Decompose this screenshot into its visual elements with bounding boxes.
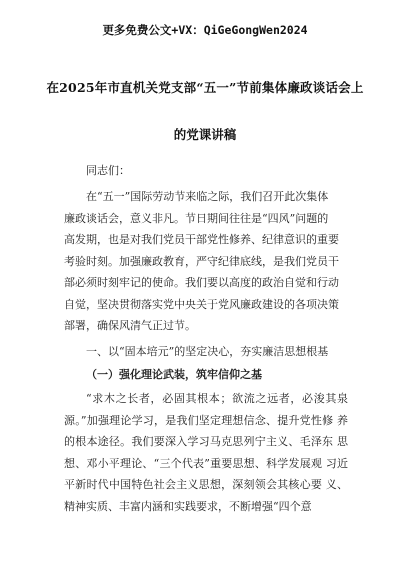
document-title-line-2: 的党课讲稿 (173, 127, 237, 142)
paragraph-2 (64, 388, 348, 517)
paragraph-1-line: 高发期，也是对我们党员干部党性修养、纪律意识的重要 (64, 233, 339, 246)
paragraph-2-line: “求木之长者，必固其根本；欲流之远者，必浚其泉 (86, 392, 348, 405)
salutation: 同志们： (86, 164, 130, 177)
document-title-line-1: 在2025年市直机关党支部“五一”节前集体廉政谈话会上 (46, 80, 364, 95)
paragraph-1-line: 廉政谈话会，意义非凡。节日期间往往是“四风”问题的 (64, 211, 329, 225)
paragraph-2-line: 习近平新时代中国特色社会主义思想，深刻领会其核心要 (64, 456, 348, 491)
paragraph-1-line: 在“五一”国际劳动节来临之际，我们召开此次集体 (86, 190, 329, 203)
paragraph-1-line: 部署，确保风清气正过节。 (64, 319, 196, 332)
paragraph-2-line: 义、精神实质、丰富内涵和实践要求，不断增强“四个意 (64, 478, 349, 513)
promo-header: 更多免费公文+VX：QiGeGongWen2024 (102, 23, 308, 37)
paragraph-2-line: 养的根本途径。我们要深入学习马克思列宁主义、毛泽东 (64, 413, 349, 448)
section-heading-1: 一、以“固本培元”的坚定决心，夯实廉洁思想根基 (86, 345, 329, 358)
paragraph-2-line: 源。”加强理论学习，是我们坚定理想信念、提升党性修 (64, 413, 334, 427)
paragraph-1 (64, 186, 348, 337)
subsection-heading-1: （一）强化理论武装，筑牢信仰之基 (86, 368, 262, 381)
paragraph-1-line: 自觉，坚决贯彻落实党中央关于党风廉政建设的各项决策 (64, 297, 339, 311)
paragraph-2-line: 思想、邓小平理论、“三个代表”重要思想、科学发展观 (64, 435, 348, 470)
paragraph-1-line: 部必须时刻牢记的使命。我们要以高度的政治自觉和行动 (64, 276, 339, 289)
paragraph-1-line: 考验时刻。加强廉政教育，严守纪律底线，是我们党员干 (64, 254, 339, 268)
